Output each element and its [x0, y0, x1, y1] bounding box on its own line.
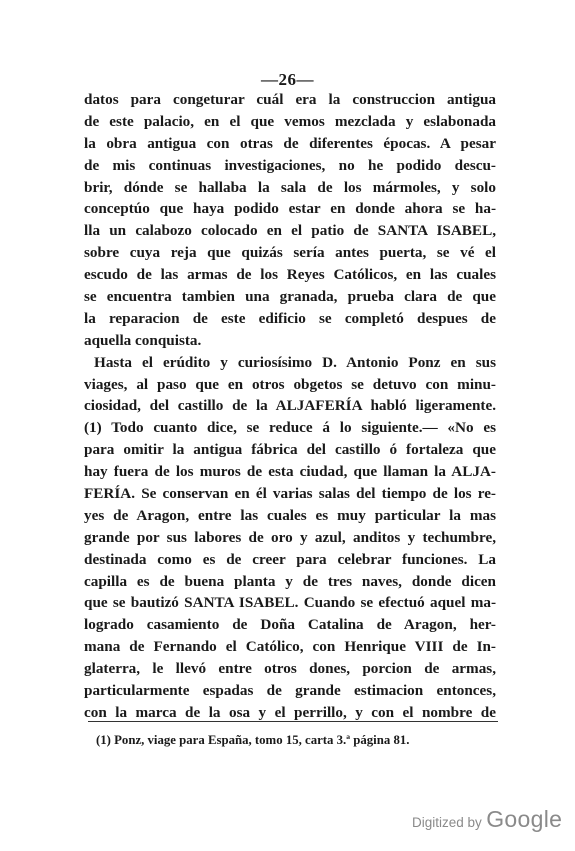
text-line: escudo de las armas de los Reyes Católicos, en las cuales — [84, 266, 496, 284]
text-line: Hasta el erúdito y curiosísimo D. Antonio Ponz en sus — [94, 353, 496, 371]
text-line: viages, al paso que en otros obgetos se detuvo con minu- — [84, 375, 496, 393]
digitized-watermark — [412, 806, 562, 833]
text-line: glaterra, le llevó entre otros dones, porcion de armas, — [84, 660, 496, 678]
text-line: destinada como es de creer para celebrar funciones. La — [84, 550, 496, 568]
text-line: hay fuera de los muros de esta ciudad, que llaman la ALJA- — [84, 463, 496, 481]
text-line: ciosidad, del castillo de la ALJAFERÍA habló ligeramente. — [84, 397, 496, 415]
watermark-prefix: Digitized by — [412, 815, 482, 830]
footnote: (1) Ponz, viage para España, tomo 15, carta 3.ª página 81. — [96, 733, 410, 747]
text-line: mana de Fernando el Católico, con Henrique VIII de In- — [84, 638, 496, 656]
text-line: de mis continuas investigaciones, no he podido descu- — [84, 156, 496, 174]
text-line: se encuentra tambien una granada, prueba clara de que — [84, 288, 496, 306]
google-wordmark: Google — [486, 806, 563, 832]
text-line: que se bautizó SANTA ISABEL. Cuando se efectuó aquel ma- — [84, 594, 496, 612]
text-line: aquella conquista. — [84, 331, 202, 349]
text-line: grande por sus labores de oro y azul, anditos y techumbre, — [84, 528, 496, 546]
text-line: la obra antigua con otras de diferentes épocas. A pesar — [84, 134, 496, 152]
text-line: lla un calabozo colocado en el patio de SANTA ISABEL, — [84, 222, 496, 240]
text-line: (1) Todo cuanto dice, se reduce á lo siguiente.— «No es — [84, 419, 496, 437]
text-line: yes de Aragon, entre las cuales es muy particular la mas — [84, 506, 496, 524]
text-line: capilla es de buena planta y de tres naves, donde dicen — [84, 572, 496, 590]
body-text — [84, 89, 496, 724]
text-line: conceptúo que haya podido estar en donde ahora se ha- — [84, 200, 496, 218]
text-line: FERÍA. Se conservan en él varias salas del tiempo de los re- — [84, 485, 496, 503]
page-number: —26— — [261, 70, 314, 89]
footnote-divider — [88, 721, 498, 722]
text-line: para omitir la antigua fábrica del castillo ó fortaleza que — [84, 441, 496, 459]
text-line: la reparacion de este edificio se completó despues de — [84, 309, 496, 327]
text-line: con la marca de la osa y el perrillo, y con el nombre de — [84, 703, 496, 721]
text-line: de este palacio, en el que vemos mezclada y eslabonada — [84, 112, 496, 130]
text-line: particularmente espadas de grande estimacion entonces, — [84, 682, 496, 700]
text-line: logrado casamiento de Doña Catalina de Aragon, her- — [84, 616, 496, 634]
text-line: datos para congeturar cuál era la construccion antigua — [84, 91, 496, 108]
text-line: brir, dónde se hallaba la sala de los mármoles, y solo — [84, 178, 496, 196]
text-line: sobre cuya reja que quizás sería antes puerta, se vé el — [84, 244, 496, 262]
